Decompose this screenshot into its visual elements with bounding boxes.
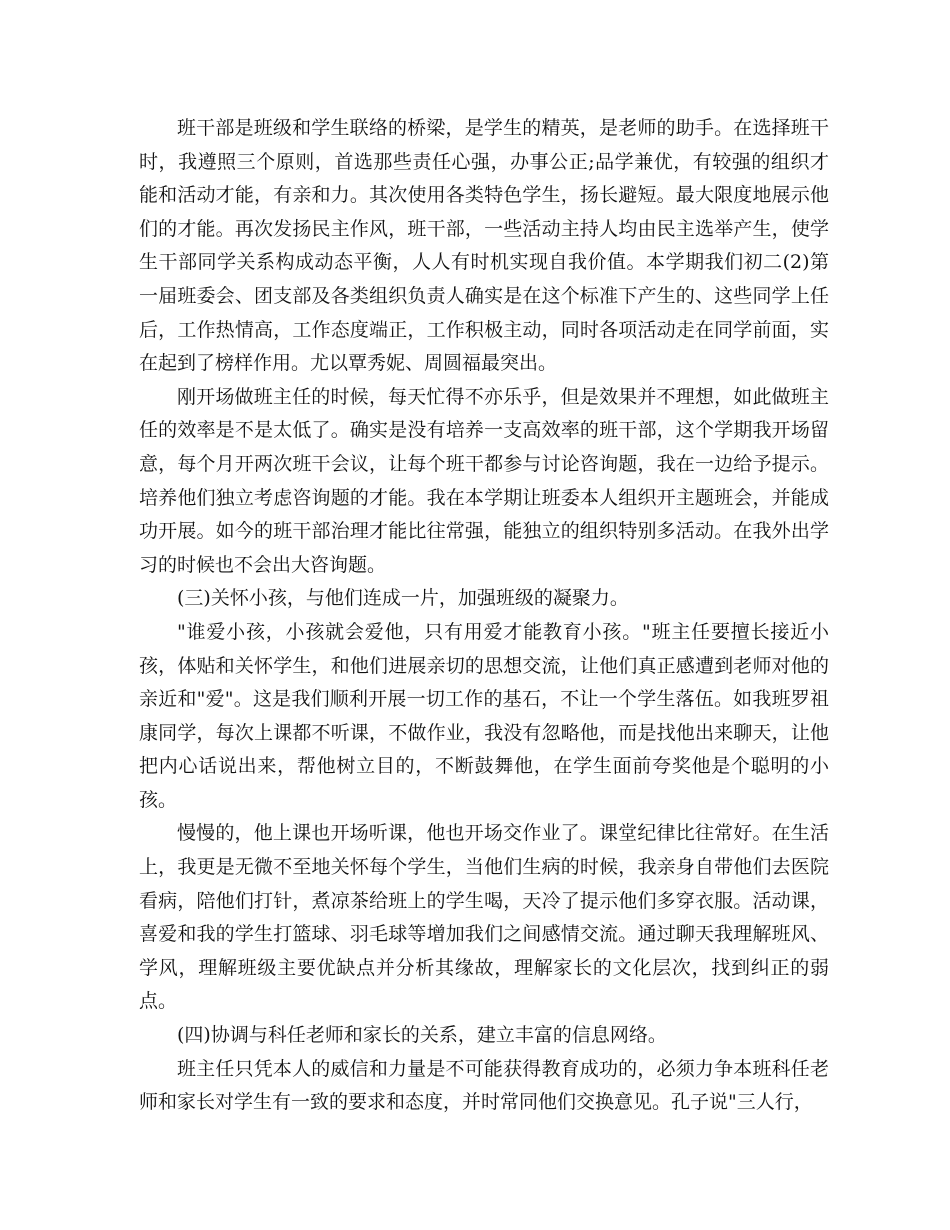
paragraph-cadre-training: 刚开场做班主任的时候，每天忙得不亦乐乎，但是效果并不理想，如此做班主任的效率是不是太低了。确实是没有培养一支高效率的班干部，这个学期我开场留意，每个月开两次班干会议，让每个班干都参与讨论咨询题，我在一边给予提示。培养他们独立考虑咨询题的才能。我在本学期让班委本人组织开主题班会，并能成功开展。如今的班干部治理才能比往常强，能独立的组织特别多活动。在我外出学习的时候也不会出大咨询题。	[139, 385, 829, 576]
paragraph-daily-care: 慢慢的，他上课也开场听课，他也开场交作业了。课堂纪律比往常好。在生活上，我更是无微不至地关怀每个学生，当他们生病的时候，我亲身自带他们去医院看病，陪他们打针，煮凉茶给班上的学生喝，天冷了提示他们多穿衣服。活动课，喜爱和我的学生打篮球、羽毛球等增加我们之间感情交流。通过聊天我理解班风、学风，理解班级主要优缺点并分析其缘故，理解家长的文化层次，找到纠正的弱点。	[139, 822, 829, 1013]
paragraph-teacher-cooperation: 班主任只凭本人的威信和力量是不可能获得教育成功的，必须力争本班科任老师和家长对学生有一致的要求和态度，并时常同他们交换意见。孔子说"三人行，	[139, 1057, 829, 1114]
paragraph-love-children: "谁爱小孩，小孩就会爱他，只有用爱才能教育小孩。"班主任要擅长接近小孩，体贴和关怀学生，和他们进展亲切的思想交流，让他们真正感遭到老师对他的亲近和"爱"。这是我们顺利开展一切工作的基石，不让一个学生落伍。如我班罗祖康同学，每次上课都不听课，不做作业，我没有忽略他，而是找他出来聊天，让他把内心话说出来，帮他树立目的，不断鼓舞他，在学生面前夸奖他是个聪明的小孩。	[139, 620, 829, 811]
section-heading-coordinate: (四)协调与科任老师和家长的关系，建立丰富的信息网络。	[177, 1024, 667, 1047]
paragraph-class-cadres: 班干部是班级和学生联络的桥梁，是学生的精英，是老师的助手。在选择班干时，我遵照三个原则，首选那些责任心强，办事公正;品学兼优，有较强的组织才能和活动才能，有亲和力。其次使用各类特色学生，扬长避短。最大限度地展示他们的才能。再次发扬民主作风，班干部，一些活动主持人均由民主选举产生，使学生干部同学关系构成动态平衡，人人有时机实现自我价值。本学期我们初二(2)第一届班委会、团支部及各类组织负责人确实是在这个标准下产生的、这些同学上任后，工作热情高，工作态度端正，工作积极主动，同时各项活动走在同学前面，实在起到了榜样作用。尤以覃秀妮、周圆福最突出。	[139, 117, 829, 375]
section-heading-care-children: (三)关怀小孩，与他们连成一片，加强班级的凝聚力。	[177, 587, 629, 610]
document-body	[139, 112, 829, 1120]
